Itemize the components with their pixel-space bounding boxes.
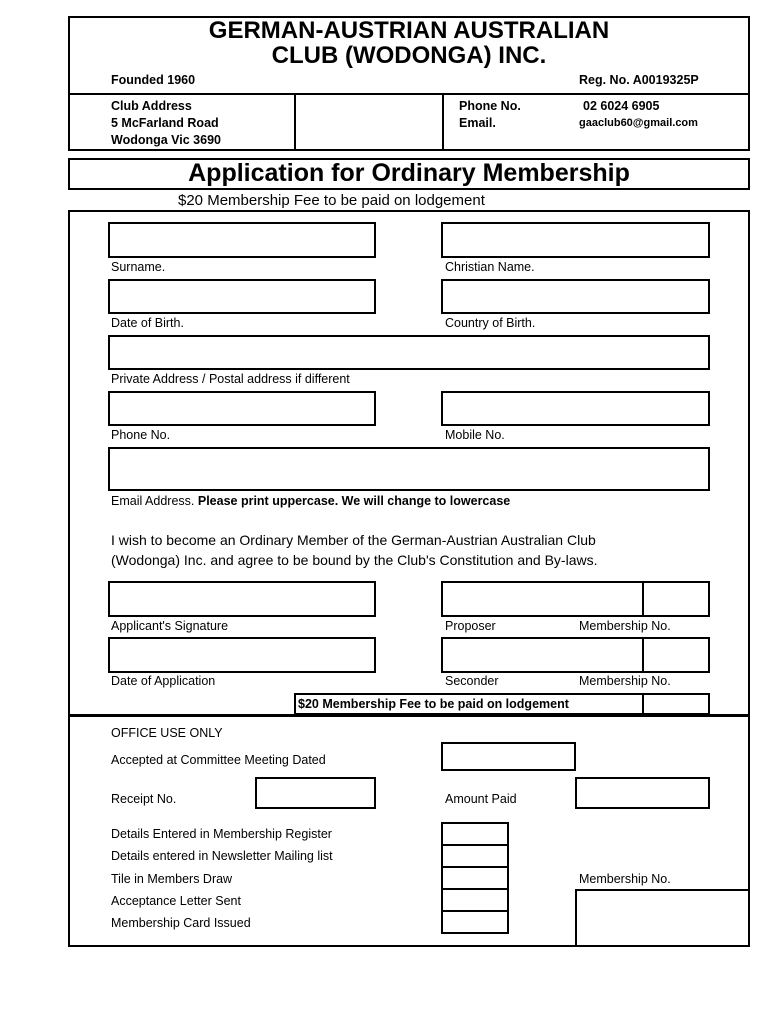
- fee-bar-text: $20 Membership Fee to be paid on lodgement: [298, 697, 569, 711]
- phone-field[interactable]: [108, 391, 376, 426]
- seconder-membership-no-label: Membership No.: [579, 674, 671, 688]
- christian-name-label: Christian Name.: [445, 260, 535, 274]
- email-address-text: Email Address.: [111, 494, 195, 508]
- seconder-membership-no-field[interactable]: [642, 637, 710, 673]
- details-register-checkbox[interactable]: [441, 822, 509, 846]
- tile-draw-checkbox[interactable]: [441, 866, 509, 890]
- acceptance-letter-checkbox[interactable]: [441, 888, 509, 912]
- amount-paid-label: Amount Paid: [445, 792, 517, 806]
- date-of-application-label: Date of Application: [111, 674, 216, 688]
- details-newsletter-label: Details entered in Newsletter Mailing list: [111, 849, 333, 863]
- membership-card-checkbox[interactable]: [441, 910, 509, 934]
- club-title-line2: CLUB (WODONGA) INC.: [271, 42, 547, 69]
- amount-paid-field[interactable]: [575, 777, 710, 809]
- proposer-field[interactable]: [441, 581, 644, 617]
- seconder-field[interactable]: [441, 637, 644, 673]
- email-value: gaaclub60@gmail.com: [579, 117, 698, 129]
- proposer-label: Proposer: [445, 619, 496, 633]
- membership-card-label: Membership Card Issued: [111, 916, 251, 930]
- tile-draw-label: Tile in Members Draw: [111, 872, 233, 886]
- form-title: Application for Ordinary Membership: [188, 159, 630, 187]
- country-of-birth-field[interactable]: [441, 279, 710, 314]
- declaration-line1: I wish to become an Ordinary Member of the German-Austrian Australian Club: [111, 532, 596, 548]
- accepted-meeting-label: Accepted at Committee Meeting Dated: [111, 753, 326, 767]
- surname-field[interactable]: [108, 222, 376, 258]
- fee-note: $20 Membership Fee to be paid on lodgement: [178, 192, 485, 209]
- mobile-no-label: Mobile No.: [445, 428, 505, 442]
- header-phone-left-border: [442, 94, 444, 150]
- details-newsletter-checkbox[interactable]: [441, 844, 509, 868]
- accepted-meeting-date-field[interactable]: [441, 742, 576, 771]
- acceptance-letter-label: Acceptance Letter Sent: [111, 894, 241, 908]
- header-divider: [68, 93, 750, 95]
- christian-name-field[interactable]: [441, 222, 710, 258]
- dob-field[interactable]: [108, 279, 376, 314]
- email-uppercase-note: Please print uppercase. We will change to lowercase: [197, 494, 511, 508]
- office-membership-no-label: Membership No.: [579, 872, 671, 886]
- office-membership-no-field[interactable]: [575, 889, 750, 947]
- proposer-membership-no-label: Membership No.: [579, 619, 671, 633]
- phone-value: 02 6024 6905: [583, 99, 660, 113]
- fee-bar-divider: [642, 693, 644, 715]
- receipt-no-label: Receipt No.: [111, 792, 177, 806]
- declaration-line2: (Wodonga) Inc. and agree to be bound by the Club's Constitution and By-laws.: [111, 552, 598, 568]
- date-of-application-field[interactable]: [108, 637, 376, 673]
- phone-label: Phone No.: [459, 99, 521, 113]
- founded-text: Founded 1960: [111, 73, 196, 87]
- receipt-no-field[interactable]: [255, 777, 376, 809]
- club-address-town: Wodonga Vic 3690: [111, 133, 221, 147]
- proposer-membership-no-field[interactable]: [642, 581, 710, 617]
- details-register-label: Details Entered in Membership Register: [111, 827, 332, 841]
- email-label: Email.: [459, 116, 496, 130]
- seconder-label: Seconder: [445, 674, 499, 688]
- email-address-label: [111, 495, 510, 508]
- country-of-birth-label: Country of Birth.: [445, 316, 536, 330]
- reg-no-text: Reg. No. A0019325P: [579, 73, 699, 87]
- club-address-label: Club Address: [111, 99, 192, 113]
- phone-no-label: Phone No.: [111, 428, 171, 442]
- office-use-heading: OFFICE USE ONLY: [111, 726, 223, 740]
- surname-label: Surname.: [111, 260, 166, 274]
- dob-label: Date of Birth.: [111, 316, 184, 330]
- club-title-line1: GERMAN-AUSTRIAN AUSTRALIAN: [208, 17, 610, 44]
- email-field[interactable]: [108, 447, 710, 491]
- header-address-right-border: [294, 94, 296, 150]
- club-address-street: 5 McFarland Road: [111, 116, 219, 130]
- private-address-label: Private Address / Postal address if different: [111, 372, 350, 386]
- mobile-field[interactable]: [441, 391, 710, 426]
- applicant-signature-field[interactable]: [108, 581, 376, 617]
- applicant-signature-label: Applicant's Signature: [111, 619, 229, 633]
- private-address-field[interactable]: [108, 335, 710, 370]
